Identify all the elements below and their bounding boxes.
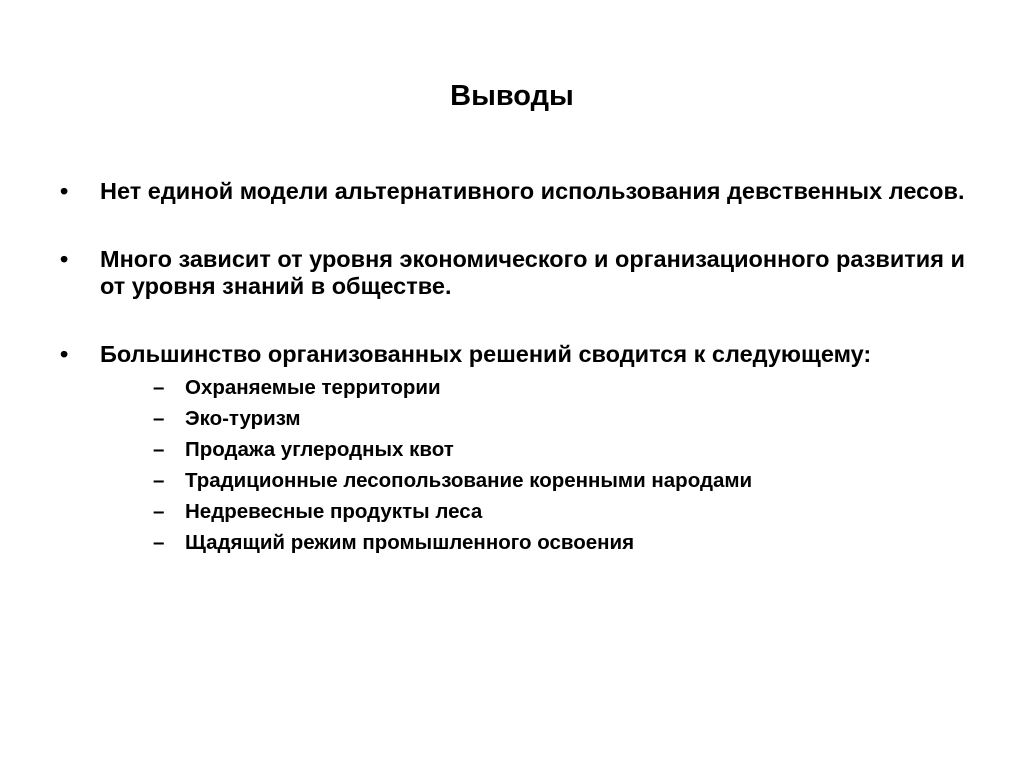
bullet-text: Много зависит от уровня экономического и организационного развития и от уровня знаний в обществе. xyxy=(100,246,965,299)
sub-item-text: Охраняемые территории xyxy=(185,376,441,399)
sub-item-text: Традиционные лесопользование коренными народами xyxy=(185,469,753,492)
sub-item-text: Щадящий режим промышленного освоения xyxy=(185,531,635,554)
sub-item-text: Недревесные продукты леса xyxy=(185,500,483,523)
bullet-text: Большинство организованных решений сводится к следующему: xyxy=(100,341,872,367)
dash-marker: – xyxy=(153,376,165,399)
sub-item xyxy=(153,496,990,527)
dash-marker: – xyxy=(153,500,165,523)
sub-list xyxy=(100,372,990,558)
sub-item-text: Эко-туризм xyxy=(185,407,301,430)
dash-marker: – xyxy=(153,469,165,492)
sub-item-text: Продажа углеродных квот xyxy=(185,438,454,461)
slide-title: Выводы xyxy=(450,80,574,112)
dash-marker: – xyxy=(153,438,165,461)
sub-item xyxy=(153,465,990,496)
bullet-item xyxy=(60,178,990,205)
sub-item xyxy=(153,403,990,434)
bullet-marker: • xyxy=(60,246,69,272)
bullet-list xyxy=(60,178,990,558)
sub-item xyxy=(153,372,990,403)
sub-item xyxy=(153,527,990,558)
bullet-item xyxy=(60,246,990,300)
bullet-marker: • xyxy=(60,178,69,204)
dash-marker: – xyxy=(153,531,165,554)
bullet-marker: • xyxy=(60,341,69,367)
sub-item xyxy=(153,434,990,465)
bullet-text: Нет единой модели альтернативного использования девственных лесов. xyxy=(100,178,965,204)
dash-marker: – xyxy=(153,407,165,430)
bullet-item xyxy=(60,341,990,558)
